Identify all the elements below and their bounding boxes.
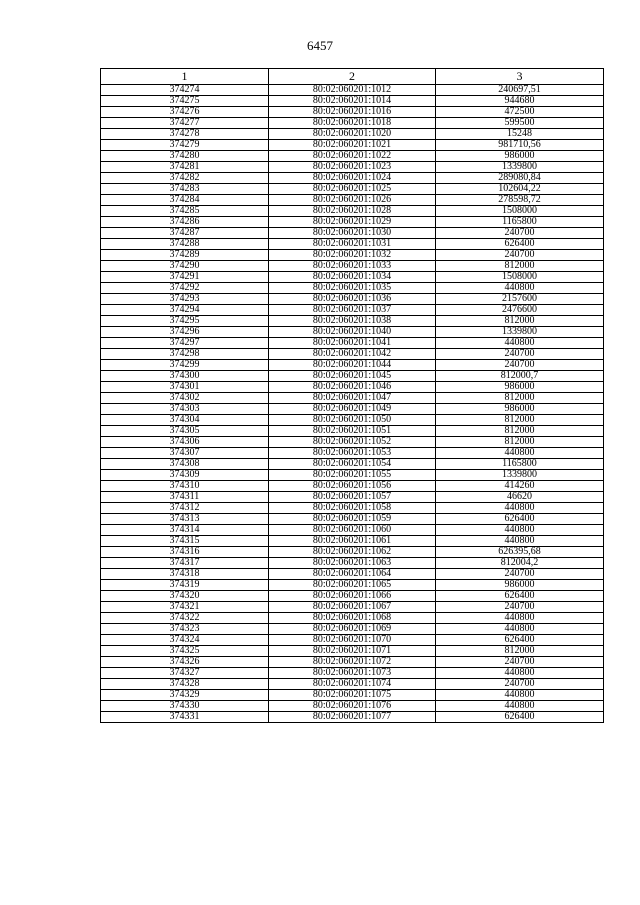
cadastral-number-cell: 80:02:060201:1049	[269, 404, 436, 415]
row-number-cell: 374275	[101, 96, 269, 107]
value-cell: 472500	[436, 107, 604, 118]
table-row	[101, 217, 604, 228]
cadastral-number-cell: 80:02:060201:1056	[269, 481, 436, 492]
cadastral-number-cell: 80:02:060201:1029	[269, 217, 436, 228]
value-cell: 986000	[436, 404, 604, 415]
table-row	[101, 239, 604, 250]
value-cell: 440800	[436, 448, 604, 459]
row-number-cell: 374274	[101, 85, 269, 96]
table-row	[101, 206, 604, 217]
value-cell: 240700	[436, 360, 604, 371]
value-cell: 626395,68	[436, 547, 604, 558]
row-number-cell: 374298	[101, 349, 269, 360]
table-row	[101, 184, 604, 195]
cadastral-number-cell: 80:02:060201:1020	[269, 129, 436, 140]
cadastral-number-cell: 80:02:060201:1046	[269, 382, 436, 393]
row-number-cell: 374325	[101, 646, 269, 657]
table-row	[101, 327, 604, 338]
table-row	[101, 558, 604, 569]
cadastral-number-cell: 80:02:060201:1022	[269, 151, 436, 162]
table-row	[101, 305, 604, 316]
value-cell: 240700	[436, 228, 604, 239]
cadastral-number-cell: 80:02:060201:1057	[269, 492, 436, 503]
row-number-cell: 374291	[101, 272, 269, 283]
column-header-2: 2	[269, 69, 436, 85]
table-body	[101, 85, 604, 723]
table-row	[101, 415, 604, 426]
cadastral-number-cell: 80:02:060201:1025	[269, 184, 436, 195]
cadastral-number-cell: 80:02:060201:1076	[269, 701, 436, 712]
table-header-row	[101, 69, 604, 85]
value-cell: 440800	[436, 624, 604, 635]
table-row	[101, 294, 604, 305]
value-cell: 440800	[436, 338, 604, 349]
row-number-cell: 374280	[101, 151, 269, 162]
table-row	[101, 371, 604, 382]
table-row	[101, 129, 604, 140]
row-number-cell: 374287	[101, 228, 269, 239]
value-cell: 240700	[436, 569, 604, 580]
cadastral-number-cell: 80:02:060201:1062	[269, 547, 436, 558]
value-cell: 440800	[436, 701, 604, 712]
cadastral-number-cell: 80:02:060201:1044	[269, 360, 436, 371]
row-number-cell: 374306	[101, 437, 269, 448]
table-row	[101, 404, 604, 415]
value-cell: 986000	[436, 580, 604, 591]
row-number-cell: 374300	[101, 371, 269, 382]
cadastral-number-cell: 80:02:060201:1024	[269, 173, 436, 184]
value-cell: 986000	[436, 151, 604, 162]
cadastral-number-cell: 80:02:060201:1035	[269, 283, 436, 294]
table-row	[101, 712, 604, 723]
row-number-cell: 374331	[101, 712, 269, 723]
cadastral-number-cell: 80:02:060201:1077	[269, 712, 436, 723]
row-number-cell: 374311	[101, 492, 269, 503]
value-cell: 812000	[436, 316, 604, 327]
table-row	[101, 349, 604, 360]
table-row	[101, 536, 604, 547]
table-row	[101, 668, 604, 679]
table-row	[101, 624, 604, 635]
table-row	[101, 481, 604, 492]
table-row	[101, 679, 604, 690]
row-number-cell: 374293	[101, 294, 269, 305]
row-number-cell: 374303	[101, 404, 269, 415]
value-cell: 440800	[436, 525, 604, 536]
cadastral-number-cell: 80:02:060201:1061	[269, 536, 436, 547]
row-number-cell: 374279	[101, 140, 269, 151]
row-number-cell: 374316	[101, 547, 269, 558]
value-cell: 440800	[436, 613, 604, 624]
cadastral-number-cell: 80:02:060201:1040	[269, 327, 436, 338]
table-row	[101, 470, 604, 481]
row-number-cell: 374281	[101, 162, 269, 173]
row-number-cell: 374315	[101, 536, 269, 547]
row-number-cell: 374319	[101, 580, 269, 591]
table-row	[101, 657, 604, 668]
table-row	[101, 580, 604, 591]
row-number-cell: 374304	[101, 415, 269, 426]
table-row	[101, 360, 604, 371]
cadastral-number-cell: 80:02:060201:1052	[269, 437, 436, 448]
table-row	[101, 459, 604, 470]
value-cell: 2476600	[436, 305, 604, 316]
cadastral-number-cell: 80:02:060201:1064	[269, 569, 436, 580]
cadastral-number-cell: 80:02:060201:1071	[269, 646, 436, 657]
row-number-cell: 374295	[101, 316, 269, 327]
cadastral-number-cell: 80:02:060201:1054	[269, 459, 436, 470]
value-cell: 812000	[436, 437, 604, 448]
row-number-cell: 374326	[101, 657, 269, 668]
row-number-cell: 374286	[101, 217, 269, 228]
cadastral-number-cell: 80:02:060201:1031	[269, 239, 436, 250]
row-number-cell: 374278	[101, 129, 269, 140]
cadastral-number-cell: 80:02:060201:1059	[269, 514, 436, 525]
cadastral-number-cell: 80:02:060201:1063	[269, 558, 436, 569]
row-number-cell: 374284	[101, 195, 269, 206]
row-number-cell: 374313	[101, 514, 269, 525]
row-number-cell: 374320	[101, 591, 269, 602]
row-number-cell: 374330	[101, 701, 269, 712]
value-cell: 1165800	[436, 459, 604, 470]
row-number-cell: 374297	[101, 338, 269, 349]
table-row	[101, 525, 604, 536]
row-number-cell: 374318	[101, 569, 269, 580]
value-cell: 240700	[436, 602, 604, 613]
row-number-cell: 374288	[101, 239, 269, 250]
row-number-cell: 374309	[101, 470, 269, 481]
row-number-cell: 374289	[101, 250, 269, 261]
table-row	[101, 613, 604, 624]
value-cell: 812000	[436, 393, 604, 404]
cadastral-number-cell: 80:02:060201:1047	[269, 393, 436, 404]
data-table	[100, 68, 604, 723]
cadastral-number-cell: 80:02:060201:1058	[269, 503, 436, 514]
cadastral-number-cell: 80:02:060201:1070	[269, 635, 436, 646]
row-number-cell: 374299	[101, 360, 269, 371]
cadastral-number-cell: 80:02:060201:1075	[269, 690, 436, 701]
row-number-cell: 374285	[101, 206, 269, 217]
row-number-cell: 374328	[101, 679, 269, 690]
cadastral-number-cell: 80:02:060201:1036	[269, 294, 436, 305]
value-cell: 278598,72	[436, 195, 604, 206]
value-cell: 812004,2	[436, 558, 604, 569]
table-row	[101, 514, 604, 525]
value-cell: 240697,51	[436, 85, 604, 96]
value-cell: 440800	[436, 283, 604, 294]
value-cell: 240700	[436, 657, 604, 668]
table-row	[101, 96, 604, 107]
row-number-cell: 374296	[101, 327, 269, 338]
column-header-3: 3	[436, 69, 604, 85]
value-cell: 626400	[436, 514, 604, 525]
cadastral-number-cell: 80:02:060201:1028	[269, 206, 436, 217]
cadastral-number-cell: 80:02:060201:1018	[269, 118, 436, 129]
table-row	[101, 448, 604, 459]
table-row	[101, 437, 604, 448]
value-cell: 812000	[436, 261, 604, 272]
cadastral-number-cell: 80:02:060201:1012	[269, 85, 436, 96]
table-row	[101, 228, 604, 239]
table-row	[101, 602, 604, 613]
row-number-cell: 374324	[101, 635, 269, 646]
table-row	[101, 338, 604, 349]
cadastral-number-cell: 80:02:060201:1033	[269, 261, 436, 272]
row-number-cell: 374292	[101, 283, 269, 294]
value-cell: 981710,56	[436, 140, 604, 151]
value-cell: 414260	[436, 481, 604, 492]
value-cell: 986000	[436, 382, 604, 393]
cadastral-number-cell: 80:02:060201:1045	[269, 371, 436, 382]
value-cell: 46620	[436, 492, 604, 503]
table-row	[101, 569, 604, 580]
table-row	[101, 382, 604, 393]
value-cell: 1339800	[436, 162, 604, 173]
value-cell: 944680	[436, 96, 604, 107]
row-number-cell: 374290	[101, 261, 269, 272]
table-row	[101, 195, 604, 206]
value-cell: 240700	[436, 349, 604, 360]
cadastral-number-cell: 80:02:060201:1016	[269, 107, 436, 118]
value-cell: 812000	[436, 415, 604, 426]
cadastral-number-cell: 80:02:060201:1069	[269, 624, 436, 635]
cadastral-number-cell: 80:02:060201:1023	[269, 162, 436, 173]
cadastral-number-cell: 80:02:060201:1066	[269, 591, 436, 602]
table-row	[101, 250, 604, 261]
value-cell: 102604,22	[436, 184, 604, 195]
cadastral-number-cell: 80:02:060201:1026	[269, 195, 436, 206]
row-number-cell: 374310	[101, 481, 269, 492]
value-cell: 812000	[436, 646, 604, 657]
row-number-cell: 374308	[101, 459, 269, 470]
value-cell: 626400	[436, 239, 604, 250]
row-number-cell: 374314	[101, 525, 269, 536]
value-cell: 599500	[436, 118, 604, 129]
row-number-cell: 374323	[101, 624, 269, 635]
table-row	[101, 283, 604, 294]
value-cell: 626400	[436, 591, 604, 602]
row-number-cell: 374305	[101, 426, 269, 437]
table-row	[101, 151, 604, 162]
row-number-cell: 374282	[101, 173, 269, 184]
table-row	[101, 393, 604, 404]
cadastral-number-cell: 80:02:060201:1051	[269, 426, 436, 437]
value-cell: 240700	[436, 250, 604, 261]
table-row	[101, 118, 604, 129]
value-cell: 1339800	[436, 470, 604, 481]
row-number-cell: 374312	[101, 503, 269, 514]
cadastral-number-cell: 80:02:060201:1034	[269, 272, 436, 283]
cadastral-number-cell: 80:02:060201:1067	[269, 602, 436, 613]
cadastral-number-cell: 80:02:060201:1053	[269, 448, 436, 459]
cadastral-number-cell: 80:02:060201:1074	[269, 679, 436, 690]
cadastral-number-cell: 80:02:060201:1038	[269, 316, 436, 327]
row-number-cell: 374317	[101, 558, 269, 569]
table-row	[101, 701, 604, 712]
table-row	[101, 426, 604, 437]
value-cell: 1339800	[436, 327, 604, 338]
table-row	[101, 107, 604, 118]
table-row	[101, 85, 604, 96]
cadastral-number-cell: 80:02:060201:1042	[269, 349, 436, 360]
value-cell: 440800	[436, 668, 604, 679]
value-cell: 1508000	[436, 206, 604, 217]
row-number-cell: 374329	[101, 690, 269, 701]
row-number-cell: 374276	[101, 107, 269, 118]
table-row	[101, 646, 604, 657]
row-number-cell: 374321	[101, 602, 269, 613]
value-cell: 1165800	[436, 217, 604, 228]
value-cell: 812000,7	[436, 371, 604, 382]
value-cell: 1508000	[436, 272, 604, 283]
cadastral-number-cell: 80:02:060201:1072	[269, 657, 436, 668]
row-number-cell: 374307	[101, 448, 269, 459]
row-number-cell: 374294	[101, 305, 269, 316]
page-number: 6457	[307, 38, 333, 53]
value-cell: 626400	[436, 635, 604, 646]
cadastral-number-cell: 80:02:060201:1065	[269, 580, 436, 591]
table-row	[101, 261, 604, 272]
value-cell: 812000	[436, 426, 604, 437]
value-cell: 440800	[436, 503, 604, 514]
cadastral-number-cell: 80:02:060201:1073	[269, 668, 436, 679]
value-cell: 440800	[436, 536, 604, 547]
value-cell: 2157600	[436, 294, 604, 305]
table-row	[101, 635, 604, 646]
table-row	[101, 272, 604, 283]
table-row	[101, 140, 604, 151]
value-cell: 15248	[436, 129, 604, 140]
table-row	[101, 547, 604, 558]
value-cell: 289080,84	[436, 173, 604, 184]
table-row	[101, 690, 604, 701]
row-number-cell: 374277	[101, 118, 269, 129]
table-row	[101, 503, 604, 514]
cadastral-number-cell: 80:02:060201:1068	[269, 613, 436, 624]
cadastral-number-cell: 80:02:060201:1037	[269, 305, 436, 316]
cadastral-number-cell: 80:02:060201:1041	[269, 338, 436, 349]
cadastral-number-cell: 80:02:060201:1032	[269, 250, 436, 261]
value-cell: 440800	[436, 690, 604, 701]
row-number-cell: 374301	[101, 382, 269, 393]
column-header-1: 1	[101, 69, 269, 85]
row-number-cell: 374322	[101, 613, 269, 624]
row-number-cell: 374302	[101, 393, 269, 404]
cadastral-number-cell: 80:02:060201:1030	[269, 228, 436, 239]
cadastral-number-cell: 80:02:060201:1055	[269, 470, 436, 481]
table-row	[101, 492, 604, 503]
value-cell: 240700	[436, 679, 604, 690]
cadastral-number-cell: 80:02:060201:1021	[269, 140, 436, 151]
cadastral-number-cell: 80:02:060201:1014	[269, 96, 436, 107]
table-row	[101, 173, 604, 184]
row-number-cell: 374327	[101, 668, 269, 679]
value-cell: 626400	[436, 712, 604, 723]
row-number-cell: 374283	[101, 184, 269, 195]
cadastral-number-cell: 80:02:060201:1060	[269, 525, 436, 536]
cadastral-number-cell: 80:02:060201:1050	[269, 415, 436, 426]
table-row	[101, 316, 604, 327]
table-row	[101, 162, 604, 173]
table-row	[101, 591, 604, 602]
